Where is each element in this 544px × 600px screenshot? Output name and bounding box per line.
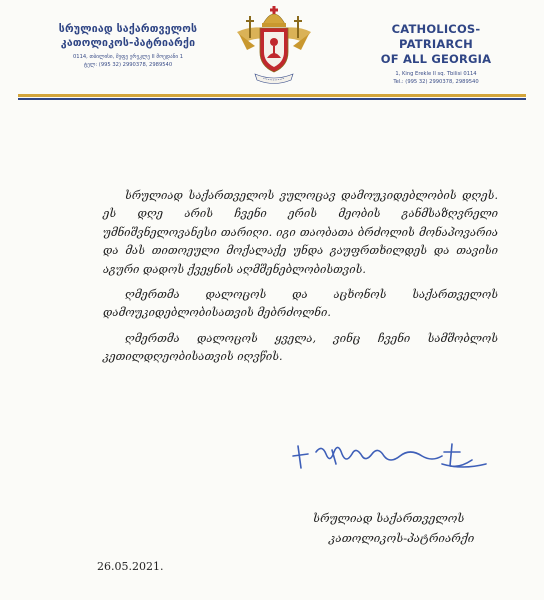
letterhead-blue-rule xyxy=(18,98,526,100)
signer-block xyxy=(313,508,513,548)
signer-line-2: კათოლიკოს-პატრიარქი xyxy=(329,531,475,545)
letterhead-gold-rule xyxy=(18,94,526,97)
letterhead-english xyxy=(356,22,516,86)
letterhead-english-phone: Tel.: (995 32) 2990378, 2989540 xyxy=(393,78,479,85)
letterhead-georgian-phone: ტელ: (995 32) 2990378, 2989540 xyxy=(83,61,173,68)
body-paragraph-1: სრულიად საქართველოს ვულოცავ დამოუკიდებლობის დღეს. ეს დღე არის ჩვენი ერის მეობის განმსაზღვრელი უმნიშვნელოვანესი თარიღი. იგი თაობათა ბრძოლის მონაპოვარია და მას თითოეული მოქალაქე უნდა გაუფრთხილდეს და თავისი აგური დადოს ქვეყნის აღმშენებლობისთვის. xyxy=(103,189,498,276)
handwritten-signature-icon xyxy=(292,434,492,478)
letterhead-english-title-line2: OF ALL GEORGIA xyxy=(380,52,492,66)
letterhead-english-address: 1, King Erekle II sq. Tbilisi 0114 xyxy=(395,71,477,77)
letter-date: 26.05.2021. xyxy=(97,560,164,573)
letterhead-georgian xyxy=(38,22,218,69)
letterhead-georgian-title-line1: სრულიად საქართველოს xyxy=(58,23,198,35)
body-paragraph-2: ღმერთმა დალოცოს და აცხონოს საქართველოს დამოუკიდებლობისათვის მებრძოლნი. xyxy=(103,288,498,320)
letterhead-georgian-title-line2: კათოლიკოს-პატრიარქი xyxy=(60,37,196,49)
body-paragraph-3: ღმერთმა დალოცოს ყველა, ვინც ჩვენი სამშობლოს კეთილდღეობისათვის იღვწის. xyxy=(103,331,498,364)
letterhead-english-title-line1: CATHOLICOS-PATRIARCH xyxy=(391,22,481,51)
patriarchal-coat-of-arms-icon xyxy=(233,2,315,88)
signer-line-1: სრულიად საქართველოს xyxy=(313,511,465,525)
letterhead-georgian-address: 0114, თბილისი, მეფე ერეკლე II მოედანი 1 xyxy=(72,54,184,60)
letter-body xyxy=(103,187,498,374)
